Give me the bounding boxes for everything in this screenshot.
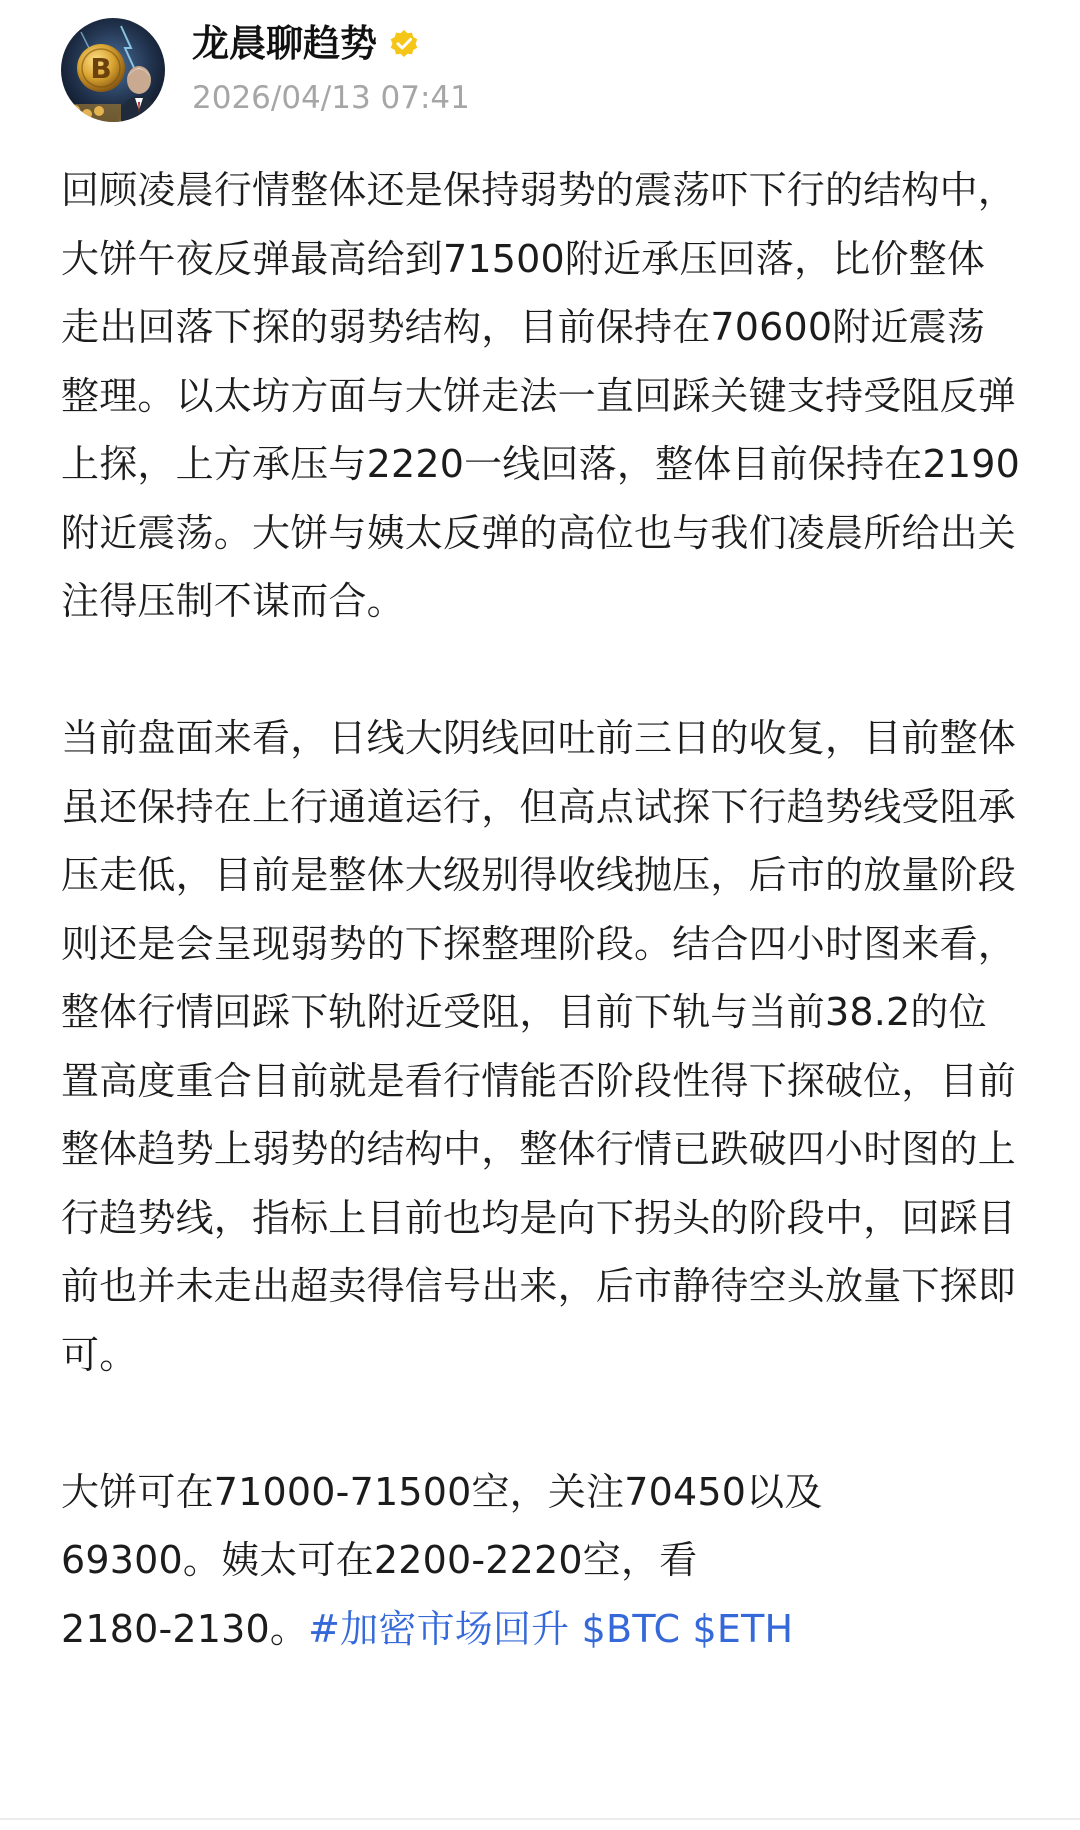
avatar[interactable] <box>61 18 165 122</box>
post-paragraph-2: 当前盘面来看，日线大阴线回吐前三日的收复，目前整体虽还保持在上行通道运行，但高点试探下行趋势线受阻承压走低，目前是整体大级别得收线抛压，后市的放量阶段则还是会呈现弱势的下探整理阶段。结合四小时图来看，整体行情回踩下轨附近受阻，目前下轨与当前38.2的位置高度重合目前就是看行情能否阶段性得下探破位，目前整体趋势上弱势的结构中，整体行情已跌破四小时图的上行趋势线，指标上目前也均是向下拐头的阶段中，回踩目前也并未走出超卖得信号出来，后市静待空头放量下探即可。 <box>61 716 1017 1377</box>
cashtag-eth[interactable]: $ETH <box>692 1606 794 1651</box>
post-paragraph-1: 回顾凌晨行情整体还是保持弱势的震荡吓下行的结构中，大饼午夜反弹最高给到71500附近承压回落，比价整体走出回落下探的弱势结构，目前保持在70600附近震荡整理。以太坊方面与大饼走法一直回踩关键支持受阻反弹上探，上方承压与2220一线回落，整体目前保持在2190附近震荡。大饼与姨太反弹的高位也与我们凌晨所给出关注得压制不谋而合。 <box>61 168 1021 623</box>
trade-plan-line-1: 大饼可在71000-71500空，关注70450以及 <box>61 1469 823 1514</box>
hashtag-crypto-market[interactable]: #加密市场回升 <box>308 1606 570 1651</box>
author-name[interactable] <box>192 20 419 68</box>
svg-text:B: B <box>90 52 112 85</box>
trade-plan-line-2: 69300。姨太可在2200-2220空，看 <box>61 1538 698 1582</box>
post-time: 2026/04/13 07:41 <box>192 80 470 116</box>
post-content <box>61 156 1021 1663</box>
divider <box>0 1818 1080 1820</box>
trade-plan-line-3: 2180-2130。 <box>61 1606 309 1651</box>
cashtag-btc[interactable]: $BTC <box>581 1606 681 1651</box>
post-header <box>0 0 1080 140</box>
author-name-text[interactable]: 龙晨聊趋势 <box>192 22 377 65</box>
post-paragraph-3 <box>61 1458 1021 1664</box>
verified-badge-icon <box>389 29 419 59</box>
avatar-image <box>61 18 165 122</box>
